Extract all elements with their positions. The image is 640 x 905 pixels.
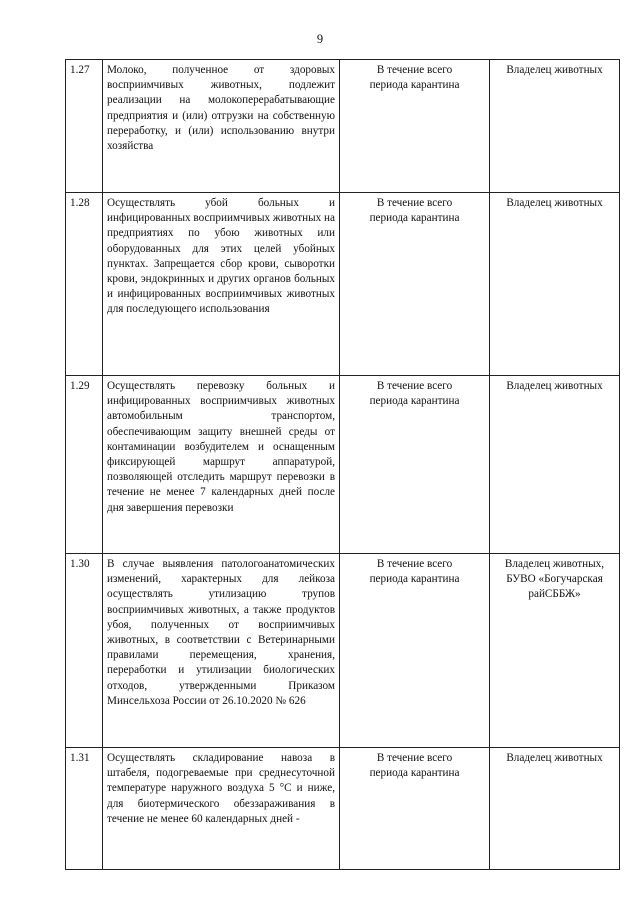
term-text: В течение всего периода карантина — [369, 558, 460, 586]
row-number: 1.31 — [66, 748, 103, 870]
row-number: 1.29 — [66, 376, 103, 554]
responsible-text: Владелец животных — [506, 752, 603, 764]
measure-text: Осуществлять перевозку больных и инфицированных восприимчивых животных автомобильным транспортом, обеспечивающим защиту внешней среды от контаминации возбудителем и оснащенным фиксирующей маршрут аппаратурой, позволяющей отследить маршрут перевозки в течение не менее 7 календарных дней после дня завершения перевозки — [103, 376, 340, 554]
table-row — [66, 376, 620, 554]
table-row — [66, 193, 620, 376]
measure-text: Осуществлять убой больных и инфицированных восприимчивых животных на предприятиях по убою животных или оборудованных для этих целей убойных пунктах. Запрещается сбор крови, сыворотки крови, эндокринных и других органов больных и инфицированных восприимчивых животных для последующего использования — [103, 193, 340, 376]
responsible-cell — [490, 193, 620, 376]
term-cell — [340, 748, 490, 870]
table-row — [66, 748, 620, 870]
page-number: 9 — [316, 32, 324, 46]
responsible-text: Владелец животных — [506, 197, 603, 209]
row-number: 1.30 — [66, 554, 103, 748]
responsible-cell — [490, 554, 620, 748]
table-row — [66, 60, 620, 193]
responsible-text: Владелец животных — [506, 64, 603, 76]
term-cell — [340, 376, 490, 554]
measure-text: Молоко, полученное от здоровых восприимчивых животных, подлежит реализации на молокоперерабатывающие предприятия и (или) отгрузки на собственную переработку, и (или) использованию внутри хозяйства — [103, 60, 340, 193]
term-cell — [340, 554, 490, 748]
measure-text: Осуществлять складирование навоза в штабеля, подогреваемые при среднесуточной температуре наружного воздуха 5 °С и ниже, для биотермического обеззараживания в течение не менее 60 календарных дней - — [103, 748, 340, 870]
row-number: 1.28 — [66, 193, 103, 376]
term-text: В течение всего периода карантина — [369, 752, 460, 780]
responsible-cell — [490, 376, 620, 554]
term-cell — [340, 193, 490, 376]
row-number: 1.27 — [66, 60, 103, 193]
term-text: В течение всего периода карантина — [369, 380, 460, 408]
responsible-cell — [490, 60, 620, 193]
responsible-cell — [490, 748, 620, 870]
measures-table — [65, 59, 620, 870]
measure-text: В случае выявления патологоанатомических изменений, характерных для лейкоза осуществлять утилизацию трупов восприимчивых животных, а также продуктов убоя, полученных от восприимчивых животных, в соответствии с Ветеринарными правилами перемещения, хранения, переработки и утилизации биологических отходов, утвержденными Приказом Минсельхоза России от 26.10.2020 № 626 — [103, 554, 340, 748]
term-text: В течение всего периода карантина — [369, 197, 460, 225]
term-cell — [340, 60, 490, 193]
table-row — [66, 554, 620, 748]
term-text: В течение всего периода карантина — [369, 64, 460, 92]
responsible-text: Владелец животных, БУВО «Богучарская райСББЖ» — [504, 558, 605, 601]
responsible-text: Владелец животных — [506, 380, 603, 392]
